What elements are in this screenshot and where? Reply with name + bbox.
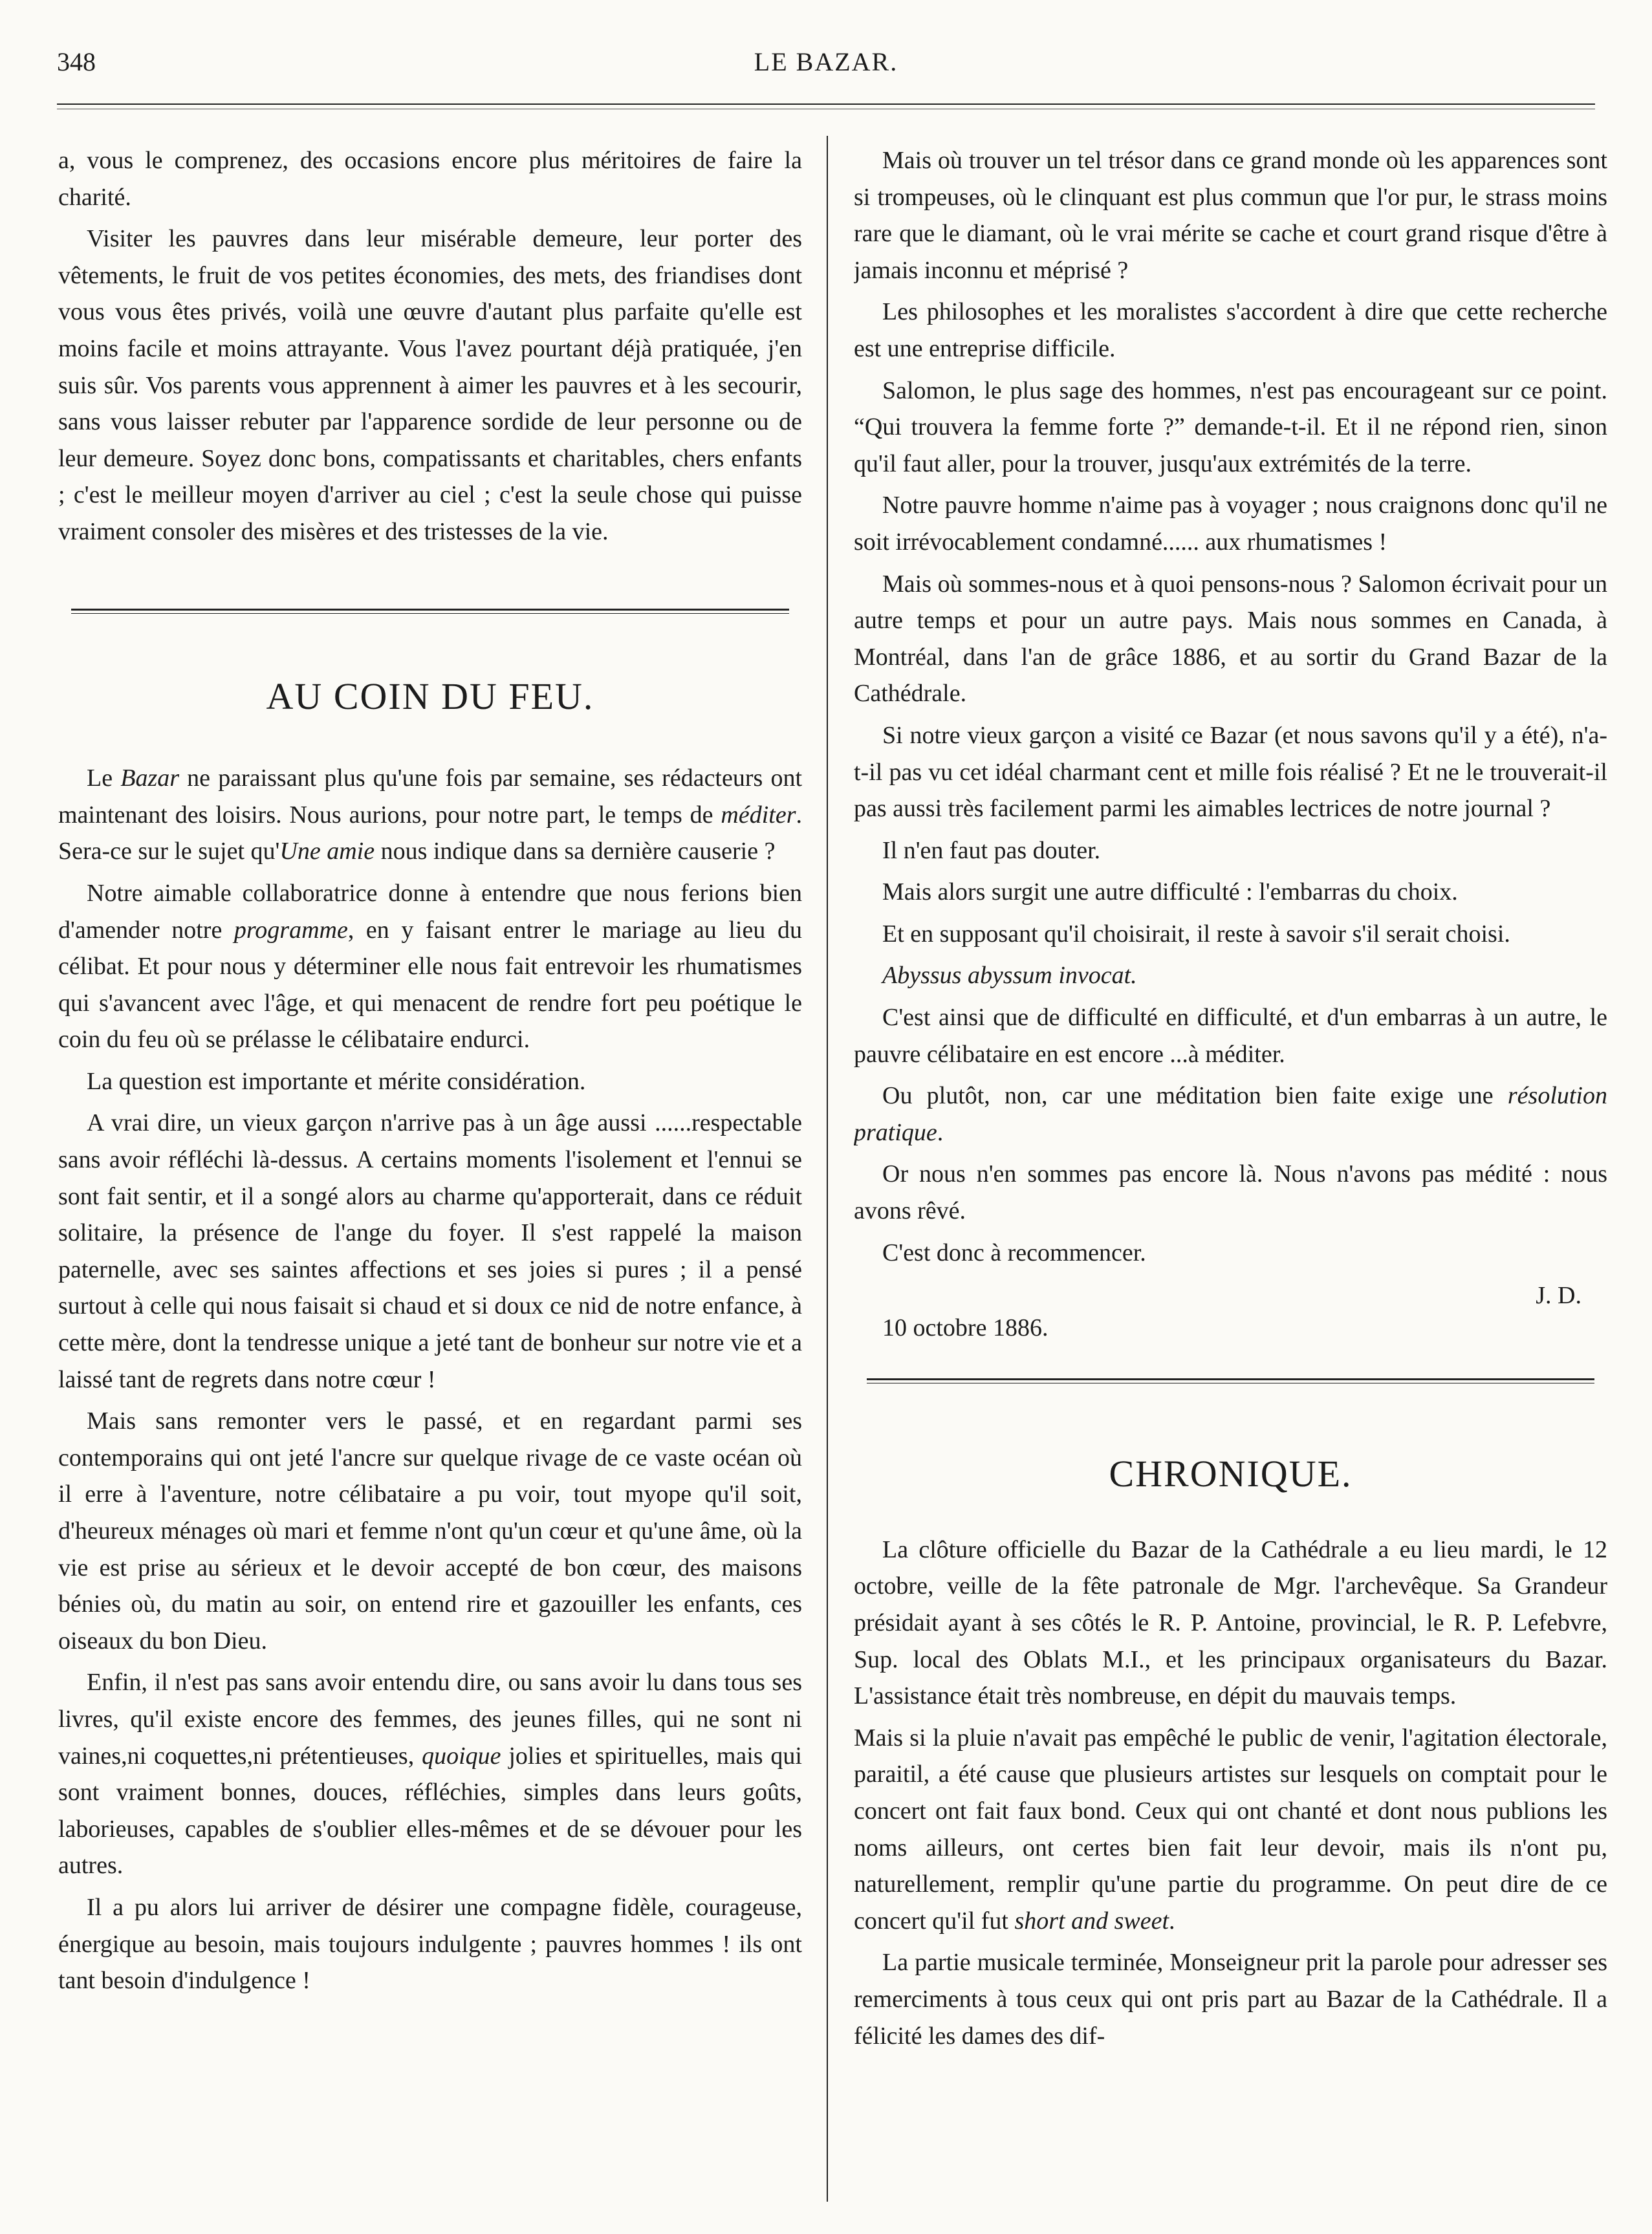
article-paragraph: La question est importante et mérite considération. [87, 1067, 586, 1095]
italic-text: Bazar [120, 765, 180, 792]
article-paragraph: La clôture officielle du Bazar de la Cathédrale a eu lieu mardi, le 12 octobre, veille de la fête patronale de Mgr. l'archevêque. Sa Grandeur présidait ayant à ses côtés le R. P. Antoine, provincial, le R. P. Lefebvre, Sup. local des Oblats M.I., et les principaux organisateurs du Bazar. L'assistance était très nombreuse, en dépit du mauvais temps. [854, 1535, 1607, 1710]
article-paragraph: C'est ainsi que de difficulté en difficulté, et d'un embarras à un autre, le pauvre célibataire en est encore ...à méditer. [854, 1004, 1607, 1068]
article-paragraph: Il a pu alors lui arriver de désirer une compagne fidèle, courageuse, énergique au besoin, mais toujours indulgente ; pauvres hommes ! ils ont tant besoin d'indulgence ! [58, 1893, 802, 1995]
continued-paragraph: Visiter les pauvres dans leur misérable demeure, leur porter des vêtements, le fruit de vos petites économies, des mets, des friandises dont vous vous êtes privés, voilà une œuvre d'autant plus parfaite qu'elle est moins facile et moins attrayante. Vous l'avez pourtant déjà pratiquée, j'en suis sûr. Vos parents vous apprennent à aimer les pauvres et à les secourir, sans vous laisser rebuter par l'apparence sordide de leur personne ou de leur demeure. Soyez donc bons, compatissants et charitables, chers enfants ; c'est le meilleur moyen d'arriver au ciel ; c'est la seule chose qui puisse vraiment consoler des misères et des tristesses de la vie. [58, 225, 802, 545]
article-paragraph: Le Bazar ne paraissant plus qu'une fois par semaine, ses rédacteurs ont maintenant des loisirs. Nous aurions, pour notre part, le temps de méditer. Sera-ce sur le sujet qu'Une amie nous indique dans sa dernière causerie ? [58, 765, 802, 865]
article-paragraph: Notre pauvre homme n'aime pas à voyager ; nous craignons donc qu'il ne soit irrévocablement condamné...... aux rhumatismes ! [854, 492, 1607, 556]
header-rule [57, 103, 1595, 109]
article-title: AU COIN DU FEU. [266, 675, 594, 717]
article-paragraph: Mais alors surgit une autre difficulté : l'embarras du choix. [882, 878, 1458, 906]
article-paragraph: A vrai dire, un vieux garçon n'arrive pas à un âge aussi ......respectable sans avoir réfléchi là-dessus. A certains moments l'isolement et l'ennui se sont fait sentir, et il a songé alors au charme qu'apporterait, dans ce réduit solitaire, la présence de l'ange du foyer. Il s'est rappelé la maison paternelle, avec ses saintes affections et ses joies si pures ; il a pensé surtout à celle qui nous faisait si chaud et si doux ce nid de notre enfance, à cette mère, dont la tendresse unique a jeté tant de bonheur sur notre vie et a laissé tant de regrets dans notre cœur ! [58, 1109, 802, 1393]
article-paragraph: Il n'en faut pas douter. [882, 836, 1101, 864]
page-number: 348 [57, 47, 96, 76]
dateline: 10 octobre 1886. [882, 1314, 1049, 1342]
italic-text: Une amie [279, 838, 375, 865]
article-paragraph: Or nous n'en sommes pas encore là. Nous n'avons pas médité : nous avons rêvé. [854, 1160, 1607, 1225]
section-title: CHRONIQUE. [1109, 1453, 1353, 1495]
article-paragraph: Mais si la pluie n'avait pas empêché le public de venir, l'agitation électorale, paraitil, a été cause que plusieurs artistes sur lesquels on comptait pour le concert ont fait faux bond. Ceux qui ont chanté et dont nous publions les noms ailleurs, ont certes bien fait leur devoir, mais ils n'ont pu, naturellement, remplir qu'une partie du programme. On peut dire de ce concert qu'il fut short and sweet. [854, 1724, 1607, 1935]
article-paragraph: Mais sans remonter vers le passé, et en regardant parmi ses contemporains qui ont jeté l'ancre sur quelque rivage de ce vaste océan où il erre à l'aventure, notre célibataire a pu voir, tout myope qu'il soit, d'heureux ménages où mari et femme n'ont qu'un cœur et qu'une âme, où la vie est prise au sérieux et le devoir accepté de bon cœur, des maisons bénies où, du matin au soir, on entend rire et gazouiller les enfants, ces oiseaux du bon Dieu. [58, 1407, 802, 1654]
page-header [57, 47, 1595, 98]
article-paragraph: Salomon, le plus sage des hommes, n'est pas encourageant sur ce point. “Qui trouvera la femme forte ?” demande-t-il. Et il ne répond rien, sinon qu'il faut aller, pour la trouver, jusqu'aux extrémités de la terre. [854, 376, 1607, 477]
left-column [58, 142, 802, 2195]
italic-text: méditer [721, 801, 796, 829]
italic-text: short and sweet [1014, 1907, 1169, 1935]
section-separator [71, 609, 789, 614]
article-paragraph: Notre aimable collaboratrice donne à entendre que nous ferions bien d'amender notre programme, en y faisant entrer le mariage au lieu du célibat. Et pour nous y déterminer elle nous fait entrevoir les rhumatismes qui s'avancent avec l'âge, et qui menacent de rendre fort peu poétique le coin du feu où se prélasse le célibataire endurci. [58, 879, 802, 1054]
column-divider [827, 136, 828, 2202]
signature-block [854, 1277, 1607, 1342]
article-paragraph: Les philosophes et les moralistes s'accordent à dire que cette recherche est une entreprise difficile. [854, 298, 1607, 362]
article-paragraph: Ou plutôt, non, car une méditation bien faite exige une résolution pratique. [854, 1082, 1607, 1146]
italic-text: quoique [422, 1742, 501, 1770]
article-paragraph: Mais où sommes-nous et à quoi pensons-nous ? Salomon écrivait pour un autre temps et pour un autre pays. Mais nous sommes en Canada, à Montréal, dans l'an de grâce 1886, et au sortir du Grand Bazar de la Cathédrale. [854, 570, 1607, 708]
article-paragraph: Et en supposant qu'il choisirait, il reste à savoir s'il serait choisi. [882, 920, 1510, 948]
article-paragraph: La partie musicale terminée, Monseigneur prit la parole pour adresser ses remerciments à tous ceux qui ont pris part au Bazar de la Cathédrale. Il a félicité les dames des dif- [854, 1949, 1607, 2050]
right-column [854, 142, 1607, 2195]
author-signature: J. D. [1536, 1282, 1581, 1310]
running-title: LE BAZAR. [754, 47, 898, 76]
article-paragraph: Mais où trouver un tel trésor dans ce grand monde où les apparences sont si trompeuses, où le clinquant est plus commun que l'or pur, le strass moins rare que le diamant, où le vrai mérite se cache et court grand risque d'être à jamais inconnu et méprisé ? [854, 147, 1607, 284]
article-paragraph: C'est donc à recommencer. [882, 1239, 1146, 1266]
article-paragraph: Enfin, il n'est pas sans avoir entendu dire, ou sans avoir lu dans tous ses livres, qu'il existe encore des femmes, des jeunes filles, qui ne sont ni vaines,ni coquettes,ni prétentieuses, quoique jolies et spirituelles, mais qui sont vraiment bonnes, douces, réfléchies, simples dans leurs goûts, laborieuses, capables de s'oublier elles-mêmes et de se dévouer pour les autres. [58, 1669, 802, 1880]
continued-paragraph: a, vous le comprenez, des occasions encore plus méritoires de faire la charité. [58, 147, 802, 211]
italic-text: résolution pratique [854, 1082, 1607, 1146]
section-separator [867, 1378, 1594, 1383]
article-paragraph: Si notre vieux garçon a visité ce Bazar (et nous savons qu'il y a été), n'a-t-il pas vu cet idéal charmant cent et mille fois réalisé ? Et ne le trouverait-il pas aussi très facilement parmi les aimables lectrices de notre journal ? [854, 721, 1607, 823]
italic-text: programme [234, 916, 348, 944]
latin-quote: Abyssus abyssum invocat. [882, 962, 1137, 990]
